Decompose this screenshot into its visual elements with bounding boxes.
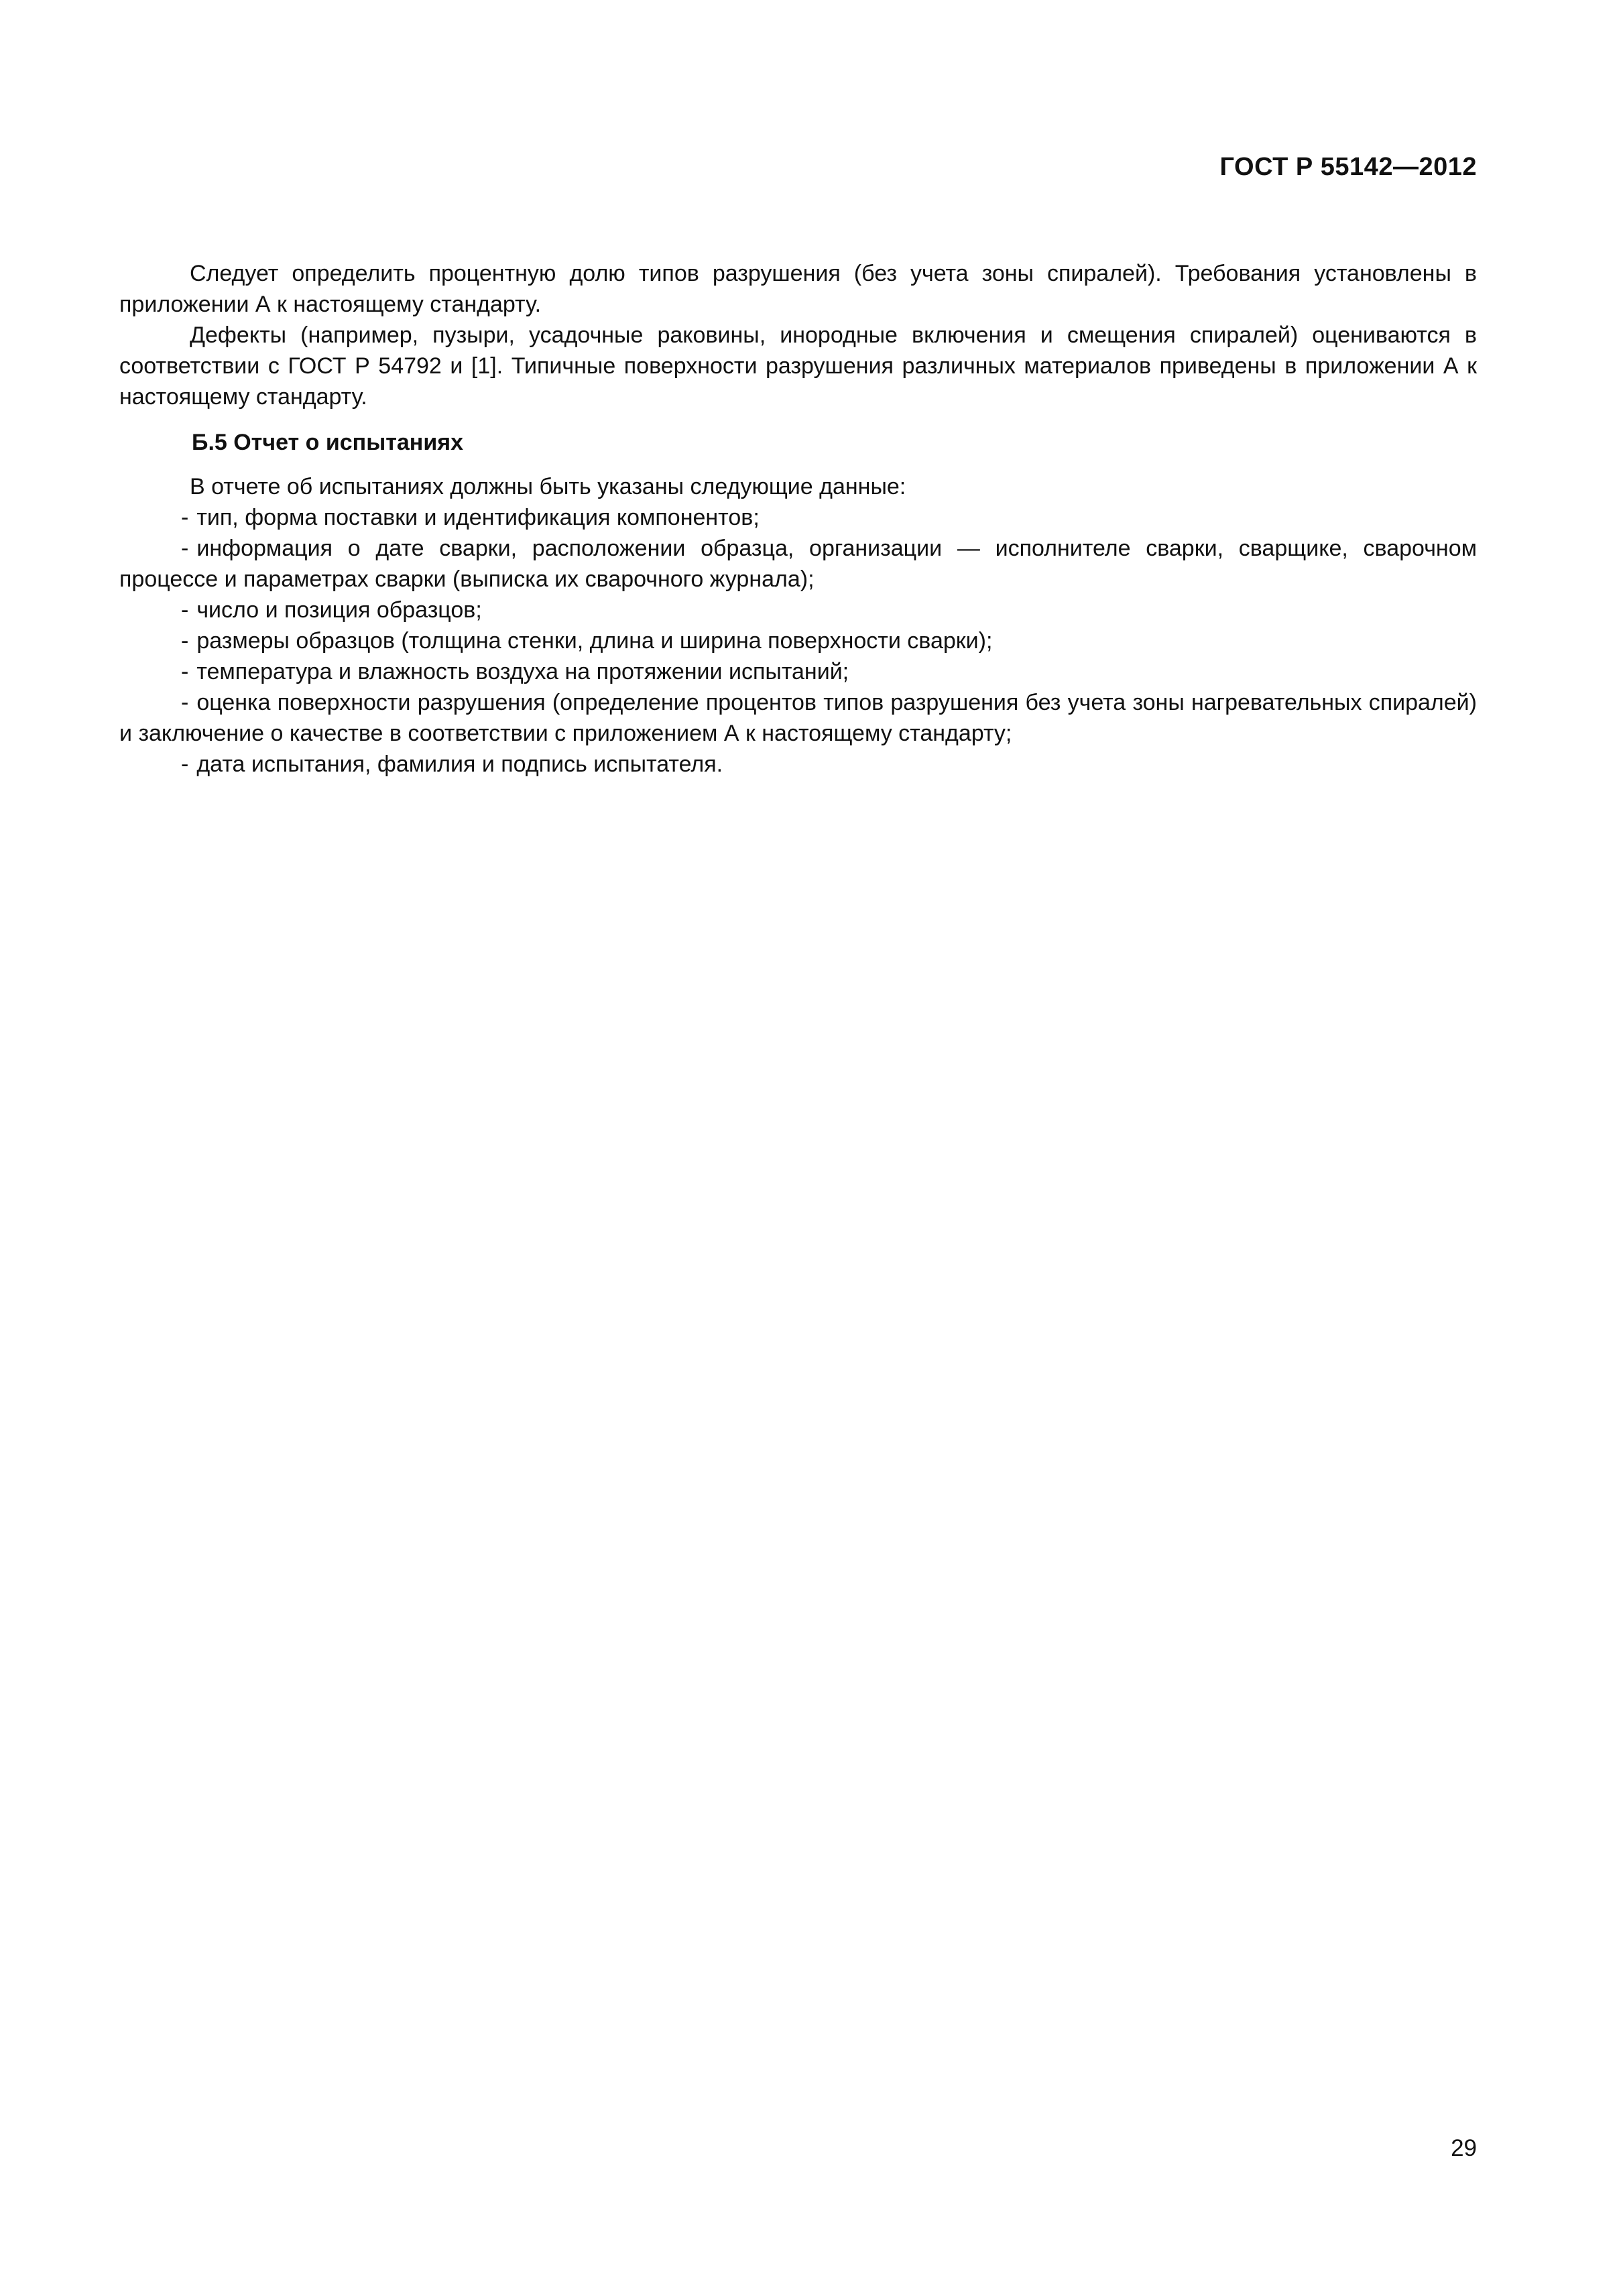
list-item bbox=[119, 533, 1477, 595]
list-item-text: информация о дате сварки, расположении образца, организации — исполнителе сварки, сварщике, сварочном процессе и параметрах сварки (выписка их сварочного журнала); bbox=[119, 536, 1477, 592]
document-code-header: ГОСТ Р 55142—2012 bbox=[1219, 153, 1477, 181]
list-item-text: температура и влажность воздуха на протяжении испытаний; bbox=[196, 659, 849, 684]
list-item-text: тип, форма поставки и идентификация компонентов; bbox=[196, 505, 760, 530]
list-item bbox=[119, 502, 1477, 533]
list-item bbox=[119, 656, 1477, 687]
list-item-text: дата испытания, фамилия и подпись испытателя. bbox=[196, 751, 723, 777]
list-dash: - bbox=[181, 628, 189, 654]
list-dash: - bbox=[181, 505, 189, 530]
document-body bbox=[119, 258, 1477, 780]
list-dash: - bbox=[181, 536, 189, 561]
list-item bbox=[119, 625, 1477, 656]
list-item-text: оценка поверхности разрушения (определение процентов типов разрушения без учета зоны нагревательных спиралей) и заключение о качестве в соответствии с приложением А к настоящему стандарту; bbox=[119, 690, 1477, 746]
list-item-text: число и позиция образцов; bbox=[196, 597, 482, 623]
paragraph-defects: Дефекты (например, пузыри, усадочные раковины, инородные включения и смещения спиралей) оцениваются в соответствии с ГОСТ Р 54792 и [1]. Типичные поверхности разрушения различных материалов приведены в приложении А к настоящему стандарту. bbox=[119, 322, 1477, 410]
list-dash: - bbox=[181, 690, 189, 715]
list-item bbox=[119, 687, 1477, 749]
section-title: Б.5 Отчет о испытаниях bbox=[192, 430, 463, 455]
list-item-text: размеры образцов (толщина стенки, длина и ширина поверхности сварки); bbox=[196, 628, 993, 654]
list-dash: - bbox=[181, 751, 189, 777]
list-dash: - bbox=[181, 597, 189, 623]
list-item bbox=[119, 595, 1477, 625]
list-dash: - bbox=[181, 659, 189, 684]
section-intro: В отчете об испытаниях должны быть указаны следующие данные: bbox=[190, 474, 906, 499]
list-item bbox=[119, 749, 1477, 780]
paragraph-fracture-types: Следует определить процентную долю типов разрушения (без учета зоны спиралей). Требования установлены в приложении А к настоящему стандарту. bbox=[119, 261, 1477, 317]
page-number: 29 bbox=[1451, 2135, 1477, 2161]
